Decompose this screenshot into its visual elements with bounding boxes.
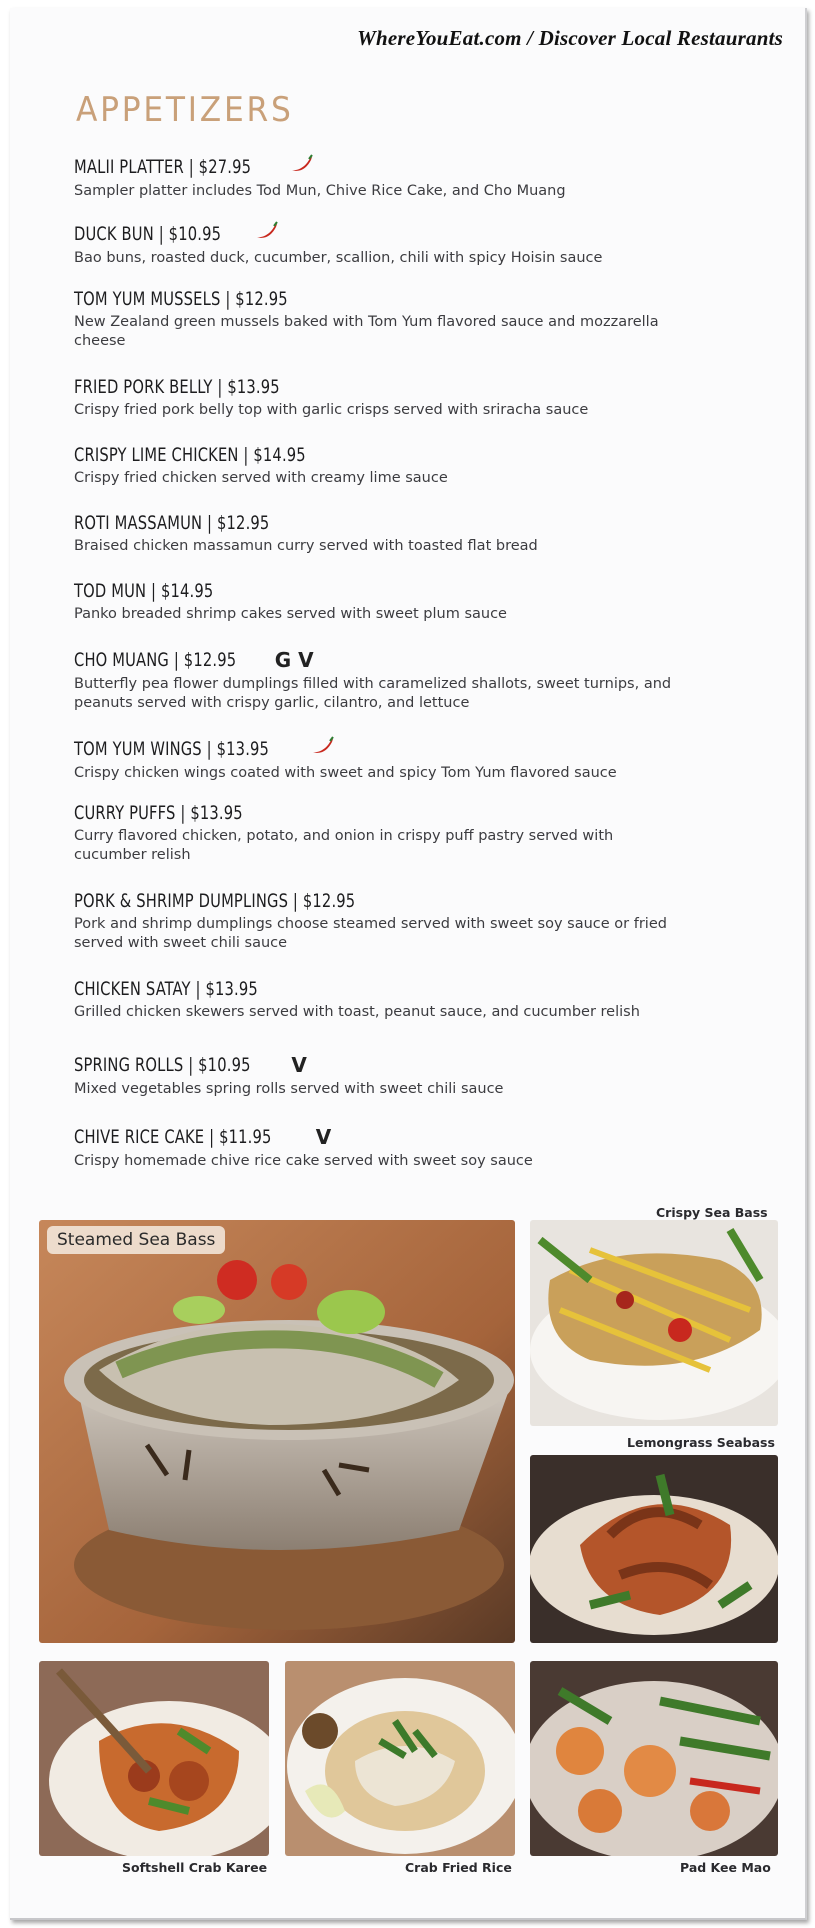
menu-item-description: Sampler platter includes Tod Mun, Chive Rice Cake, and Cho Muang (74, 183, 566, 199)
menu-item-title: TOM YUM WINGS | $13.95 (74, 737, 270, 760)
menu-item (74, 376, 724, 420)
menu-item-description: Pork and shrimp dumplings choose steamed served with sweet soy sauce or fried served with sweet chili sauce (74, 916, 667, 951)
menu-item-description: Braised chicken massamun curry served with toasted flat bread (74, 538, 538, 554)
menu-item (74, 154, 724, 201)
menu-item-description: Bao buns, roasted duck, cucumber, scallion, chili with spicy Hoisin sauce (74, 250, 603, 266)
menu-item (74, 288, 724, 351)
section-title: APPETIZERS (76, 90, 294, 130)
menu-item-description: Butterfly pea flower dumplings filled with caramelized shallots, sweet turnips, and peanuts served with crispy garlic, cilantro, and lettuce (74, 676, 672, 711)
menu-item (74, 221, 724, 268)
photo-pad-kee-mao (530, 1661, 778, 1856)
steamed-sea-bass-image (39, 1220, 515, 1643)
photo-crispy-sea-bass (530, 1220, 778, 1426)
photo-caption: Softshell Crab Karee (122, 1860, 268, 1875)
menu-item-title: CHICKEN SATAY | $13.95 (74, 978, 258, 1000)
menu-item-title: ROTI MASSAMUN | $12.95 (74, 512, 270, 534)
menu-item (74, 978, 724, 1022)
chili-icon (290, 154, 314, 179)
crispy-sea-bass-image (530, 1220, 778, 1426)
softshell-crab-karee-image (39, 1661, 269, 1856)
lemongrass-seabass-image (530, 1455, 778, 1643)
photo-caption: Crispy Sea Bass (656, 1205, 768, 1220)
menu-item-description: Crispy chicken wings coated with sweet and spicy Tom Yum flavored sauce (74, 765, 617, 781)
photo-lemongrass-seabass (530, 1455, 778, 1643)
menu-item (74, 648, 724, 713)
menu-item-title: SPRING ROLLS | $10.95 (74, 1054, 251, 1076)
menu-item (74, 890, 724, 953)
menu-item-description: Curry flavored chicken, potato, and onion in crispy puff pastry served with cucumber relish (74, 828, 614, 863)
menu-item-title: CURRY PUFFS | $13.95 (74, 802, 243, 824)
photo-overlay-label: Steamed Sea Bass (47, 1226, 225, 1254)
chili-icon (255, 221, 279, 246)
dietary-badge: V (315, 1125, 332, 1149)
photo-crab-fried-rice (285, 1661, 515, 1856)
menu-item (74, 444, 724, 488)
menu-item (74, 512, 724, 556)
menu-item-title: DUCK BUN | $10.95 (74, 222, 222, 245)
menu-item-title: TOD MUN | $14.95 (74, 580, 214, 602)
menu-item (74, 802, 724, 865)
menu-item-title: CHIVE RICE CAKE | $11.95 (74, 1126, 272, 1148)
menu-item-description: Mixed vegetables spring rolls served with sweet chili sauce (74, 1081, 504, 1097)
crab-fried-rice-image (285, 1661, 515, 1856)
menu-item-description: Crispy fried chicken served with creamy lime sauce (74, 470, 448, 486)
photo-softshell-crab-karee (39, 1661, 269, 1856)
menu-item-title: CHO MUANG | $12.95 (74, 649, 237, 671)
chili-icon (311, 736, 335, 761)
menu-item (74, 1053, 724, 1099)
photo-caption: Pad Kee Mao (680, 1860, 771, 1875)
menu-item-description: New Zealand green mussels baked with Tom Yum flavored sauce and mozzarella cheese (74, 314, 659, 349)
menu-item-title: FRIED PORK BELLY | $13.95 (74, 376, 280, 398)
menu-item-title: CRISPY LIME CHICKEN | $14.95 (74, 444, 306, 466)
menu-item-title: MALII PLATTER | $27.95 (74, 155, 252, 178)
menu-item-description: Grilled chicken skewers served with toast, peanut sauce, and cucumber relish (74, 1004, 640, 1020)
photo-caption: Lemongrass Seabass (627, 1435, 775, 1450)
menu-item-title: PORK & SHRIMP DUMPLINGS | $12.95 (74, 890, 356, 912)
photo-steamed-sea-bass (39, 1220, 515, 1643)
menu-item-description: Panko breaded shrimp cakes served with sweet plum sauce (74, 606, 507, 622)
dietary-badge: G V (274, 648, 314, 672)
photo-caption: Crab Fried Rice (405, 1860, 512, 1875)
menu-item (74, 1125, 724, 1171)
menu-item-description: Crispy fried pork belly top with garlic crisps served with sriracha sauce (74, 402, 589, 418)
pad-kee-mao-image (530, 1661, 778, 1856)
dietary-badge: V (291, 1053, 307, 1077)
site-banner: WhereYouEat.com / Discover Local Restaurants (357, 26, 783, 50)
menu-item-title: TOM YUM MUSSELS | $12.95 (74, 288, 288, 310)
menu-item (74, 736, 724, 783)
menu-item (74, 580, 724, 624)
menu-page (10, 8, 807, 1920)
menu-item-description: Crispy homemade chive rice cake served with sweet soy sauce (74, 1153, 533, 1169)
